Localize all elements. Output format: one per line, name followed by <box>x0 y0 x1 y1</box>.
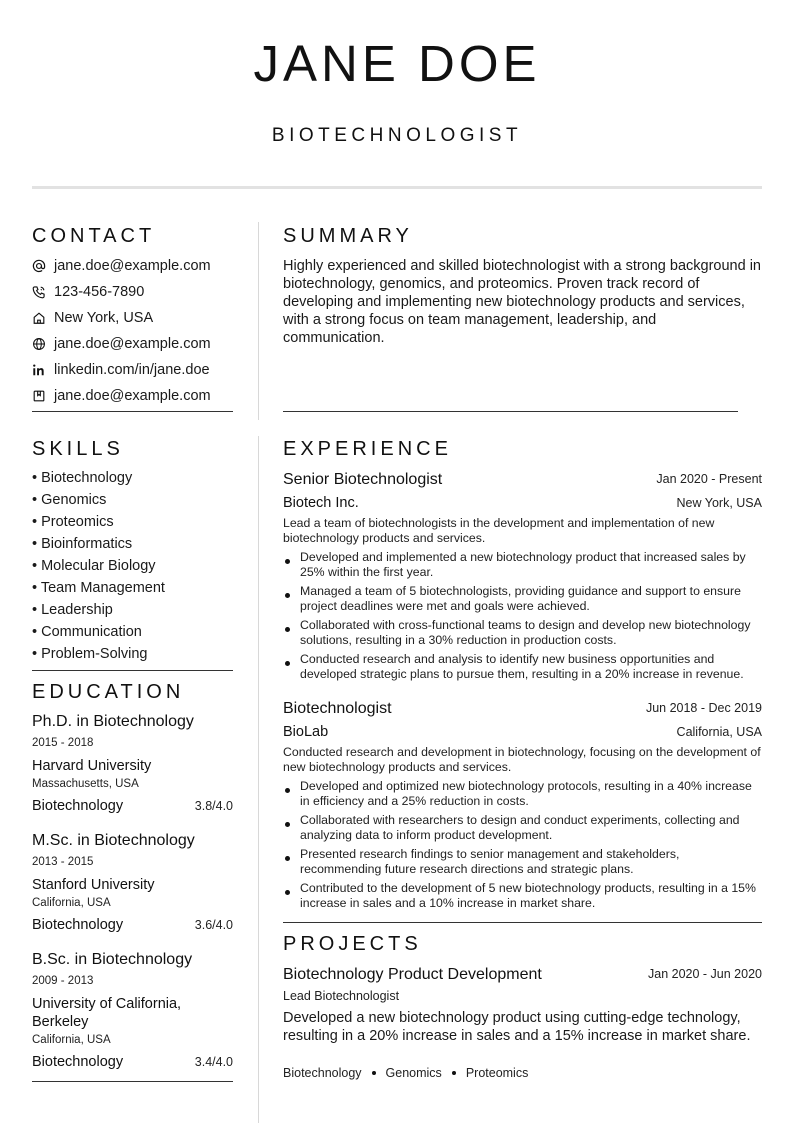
job-bullet: Collaborated with researchers to design and conduct experiments, collecting and analyzing data to inform product development. <box>283 813 761 843</box>
education-degree: M.Sc. in Biotechnology <box>32 832 195 849</box>
contact-email[interactable] <box>32 256 211 276</box>
education-field: Biotechnology <box>32 1054 124 1070</box>
project-tag: Genomics <box>385 1066 442 1080</box>
job-bullet: Developed and implemented a new biotechnology product that increased sales by 25% within the first year. <box>283 550 761 580</box>
summary-text: Highly experienced and skilled biotechnologist with a strong background in biotechnology, genomics, and proteomics. Proven track record of developing and implementing new biotechnology products and services, with a strong focus on team management, leadership, and communication. <box>283 258 761 346</box>
education-location: Massachusetts, USA <box>32 778 139 790</box>
candidate-name: JANE DOE <box>253 35 541 92</box>
job-bullet: Contributed to the development of 5 new biotechnology products, resulting in a 15% increase in sales and a 10% increase in market share. <box>283 881 761 911</box>
project-tag: Proteomics <box>465 1066 529 1080</box>
education-years: 2015 - 2018 <box>32 737 94 749</box>
project-dates: Jan 2020 - Jun 2020 <box>648 967 762 981</box>
linkedin-icon <box>32 363 46 377</box>
education-school: Stanford University <box>32 877 155 893</box>
education-heading: EDUCATION <box>32 681 185 703</box>
skill-item: • Proteomics <box>32 514 114 530</box>
education-years: 2009 - 2013 <box>32 975 94 987</box>
candidate-title: BIOTECHNOLOGIST <box>271 125 523 146</box>
contact-website-text: jane.doe@example.com <box>54 336 211 352</box>
skill-item: • Team Management <box>32 580 165 596</box>
skills-divider <box>32 670 233 671</box>
tag-separator-icon <box>372 1071 376 1075</box>
education-gpa: 3.8/4.0 <box>194 799 233 813</box>
skill-item: • Leadership <box>32 602 113 618</box>
column-divider-bottom <box>258 436 259 1123</box>
education-field: Biotechnology <box>32 798 124 814</box>
education-degree: B.Sc. in Biotechnology <box>32 951 193 968</box>
skill-item: • Molecular Biology <box>32 558 156 574</box>
education-location: California, USA <box>32 897 111 909</box>
skill-item: • Problem-Solving <box>32 646 148 662</box>
job-company: BioLab <box>283 724 329 740</box>
phone-icon <box>32 285 46 299</box>
contact-email-text: jane.doe@example.com <box>54 258 211 274</box>
experience-divider <box>283 922 762 923</box>
skill-item: • Genomics <box>32 492 107 508</box>
job-dates: Jun 2018 - Dec 2019 <box>645 701 762 715</box>
project-tags <box>283 1066 528 1080</box>
education-school: Harvard University <box>32 758 152 774</box>
job-bullet: Presented research findings to senior management and stakeholders, recommending future research directions and strategic plans. <box>283 847 761 877</box>
job-description: Conducted research and development in biotechnology, focusing on the development of new biotechnology products and services. <box>283 745 761 774</box>
project-title: Biotechnology Product Development <box>283 966 542 983</box>
job-bullet: Conducted research and analysis to identify new business opportunities and developed strategic plans to pursue them, resulting in a 20% increase in revenue. <box>283 652 761 682</box>
job-dates: Jan 2020 - Present <box>656 472 762 486</box>
contact-portfolio[interactable] <box>32 386 211 406</box>
summary-heading: SUMMARY <box>283 225 413 247</box>
job-bullet: Collaborated with cross-functional teams to design and develop new biotechnology solutions, resulting in a 30% reduction in production costs. <box>283 618 761 648</box>
contact-location <box>32 308 153 328</box>
contact-divider <box>32 411 233 412</box>
skills-heading: SKILLS <box>32 438 124 460</box>
job-bullet: Developed and optimized new biotechnology protocols, resulting in a 40% increase in efficiency and a 25% reduction in costs. <box>283 779 761 809</box>
bookmark-icon <box>32 389 46 403</box>
project-description: Developed a new biotechnology product using cutting-edge technology, resulting in a 20% increase in sales and a 15% increase in market share. <box>283 1010 751 1044</box>
contact-phone-text: 123-456-7890 <box>54 284 145 300</box>
project-role: Lead Biotechnologist <box>283 989 400 1003</box>
job-description: Lead a team of biotechnologists in the development and implementation of new biotechnology products and services. <box>283 516 715 545</box>
contact-phone[interactable] <box>32 282 144 302</box>
skill-item: • Bioinformatics <box>32 536 133 552</box>
experience-heading: EXPERIENCE <box>283 438 452 460</box>
projects-heading: PROJECTS <box>283 933 422 955</box>
at-icon <box>32 259 46 273</box>
header-divider <box>32 186 762 189</box>
education-degree: Ph.D. in Biotechnology <box>32 713 194 730</box>
job-title: Senior Biotechnologist <box>283 471 443 488</box>
tag-separator-icon <box>452 1071 456 1075</box>
contact-heading: CONTACT <box>32 225 156 247</box>
contact-portfolio-text: jane.doe@example.com <box>54 388 211 404</box>
contact-linkedin[interactable] <box>32 360 210 380</box>
education-divider <box>32 1081 233 1082</box>
column-divider-top <box>258 222 259 420</box>
contact-website[interactable] <box>32 334 211 354</box>
job-location: New York, USA <box>676 496 762 510</box>
education-years: 2013 - 2015 <box>32 856 94 868</box>
skill-item: • Communication <box>32 624 142 640</box>
contact-linkedin-text: linkedin.com/in/jane.doe <box>54 362 210 378</box>
project-tag: Biotechnology <box>283 1066 362 1080</box>
job-location: California, USA <box>676 725 762 739</box>
skill-item: • Biotechnology <box>32 470 133 486</box>
education-gpa: 3.6/4.0 <box>194 918 233 932</box>
globe-icon <box>32 337 46 351</box>
job-bullet: Managed a team of 5 biotechnologists, providing guidance and support to ensure project deadlines were met and goals were achieved. <box>283 584 761 614</box>
job-company: Biotech Inc. <box>283 495 359 511</box>
education-location: California, USA <box>32 1034 111 1046</box>
contact-location-text: New York, USA <box>54 310 154 326</box>
home-icon <box>32 311 46 325</box>
summary-divider <box>283 411 738 412</box>
education-field: Biotechnology <box>32 917 124 933</box>
job-title: Biotechnologist <box>283 700 392 717</box>
education-gpa: 3.4/4.0 <box>194 1055 233 1069</box>
education-school: University of California, Berkeley <box>32 996 182 1030</box>
